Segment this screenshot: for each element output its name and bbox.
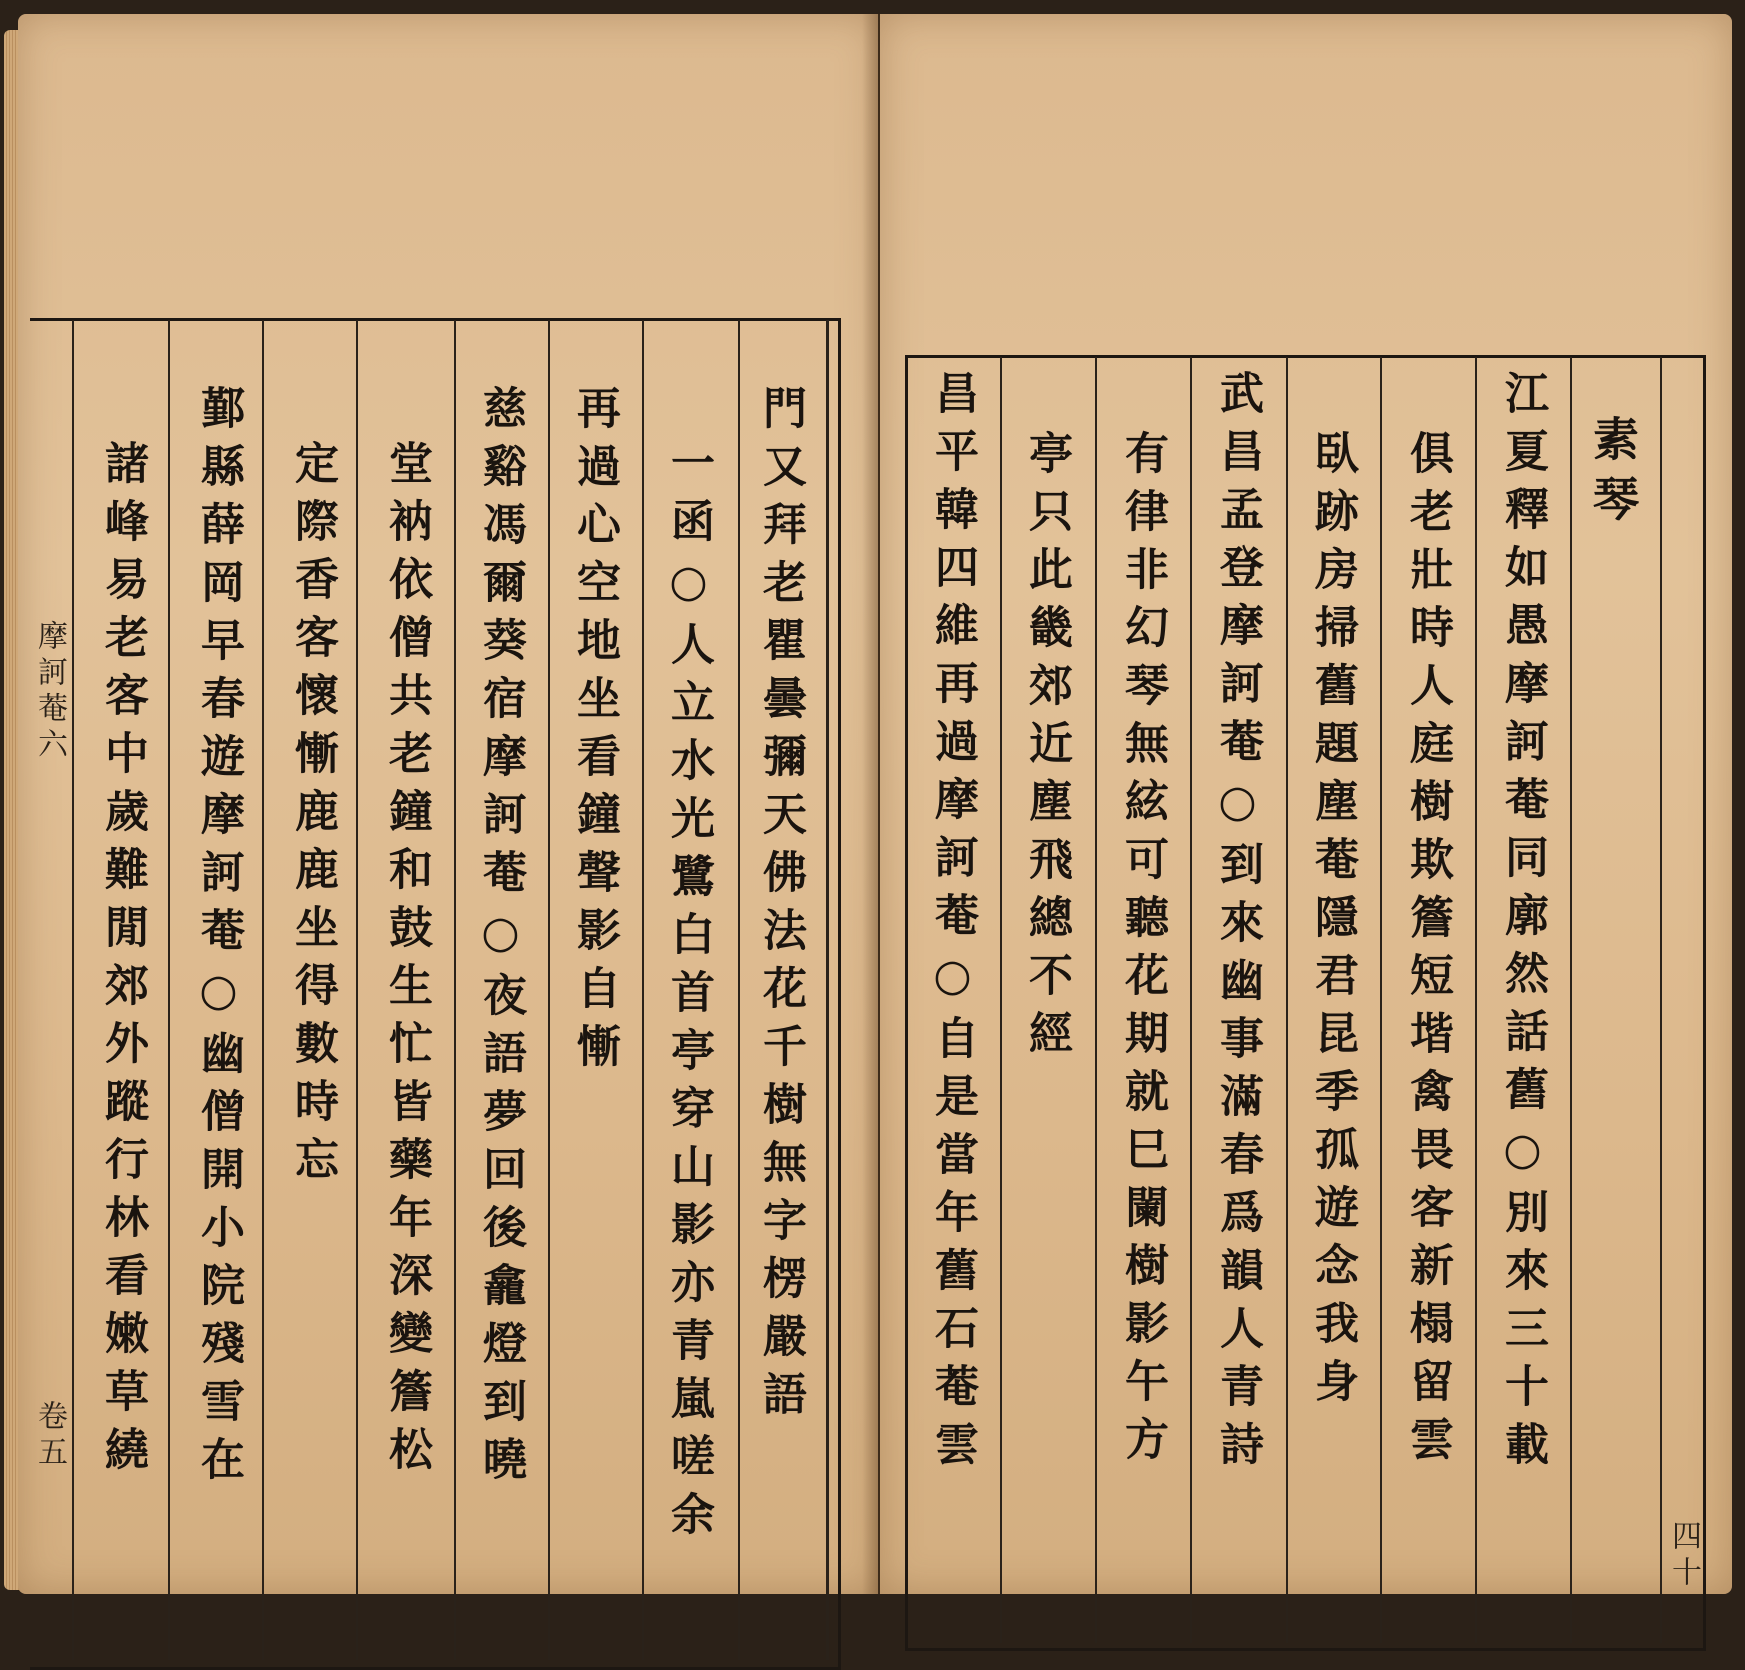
text-column: 臥跡房掃舊題塵菴隱君昆季孤遊念我身 [1307,430,1358,1416]
margin-title: 摩訶菴六 [32,620,67,764]
column-rule [1286,357,1288,1643]
column-rule [454,320,456,1660]
column-rule [356,320,358,1660]
column-rule [1475,357,1477,1643]
text-column: 再過心空地坐看鐘聲影自慚 [569,385,620,1081]
text-column: 俱老壯時人庭樹欺簷短堦禽畏客新榻留雲 [1402,430,1453,1474]
text-column: 諸峰易老客中歲難閒郊外蹤行林看嫩草繞 [97,440,148,1484]
text-column: 堂衲依僧共老鐘和鼓生忙皆藥年深變簷松 [381,440,432,1484]
text-column: 武昌孟登摩訶菴○到來幽事滿春爲韻人青詩 [1212,370,1263,1479]
section-heading: 素琴 [1586,415,1640,535]
column-rule [1000,357,1002,1643]
text-column: 昌平韓四維再過摩訶菴○自是當年舊石菴雲 [927,370,978,1479]
text-column: 一函○人立水光鷺白首亭穿山影亦青嵐嗟余 [663,440,714,1549]
column-rule [738,320,740,1660]
text-column: 江夏釋如愚摩訶菴同廓然話舊○別來三十載 [1497,370,1548,1479]
text-column: 鄞縣薛岡早春遊摩訶菴○幽僧開小院殘雪在 [193,385,244,1494]
column-rule [826,320,829,1660]
column-rule [168,320,170,1660]
column-rule [1095,357,1097,1643]
column-rule [1190,357,1192,1643]
text-column: 有律非幻琴無絃可聽花期就巳闌樹影午方 [1117,430,1168,1474]
margin-volume: 卷五 [32,1400,67,1472]
text-column: 亭只此畿郊近塵飛總不經 [1021,430,1072,1068]
left-text-frame [30,318,841,1670]
column-rule [548,320,550,1660]
page-number: 四十 [1666,1520,1701,1592]
column-rule [1380,357,1382,1643]
column-rule [72,320,74,1660]
text-column: 定際香客懷慚鹿鹿坐得數時忘 [287,440,338,1194]
column-rule [1570,357,1572,1643]
column-rule [642,320,644,1660]
column-rule [1660,357,1662,1643]
text-column: 門又拜老瞿曇彌天佛法花千樹無字楞嚴語 [755,385,806,1429]
text-column: 慈谿馮爾葵宿摩訶菴○夜語夢回後龕燈到曉 [475,385,526,1494]
column-rule [262,320,264,1660]
